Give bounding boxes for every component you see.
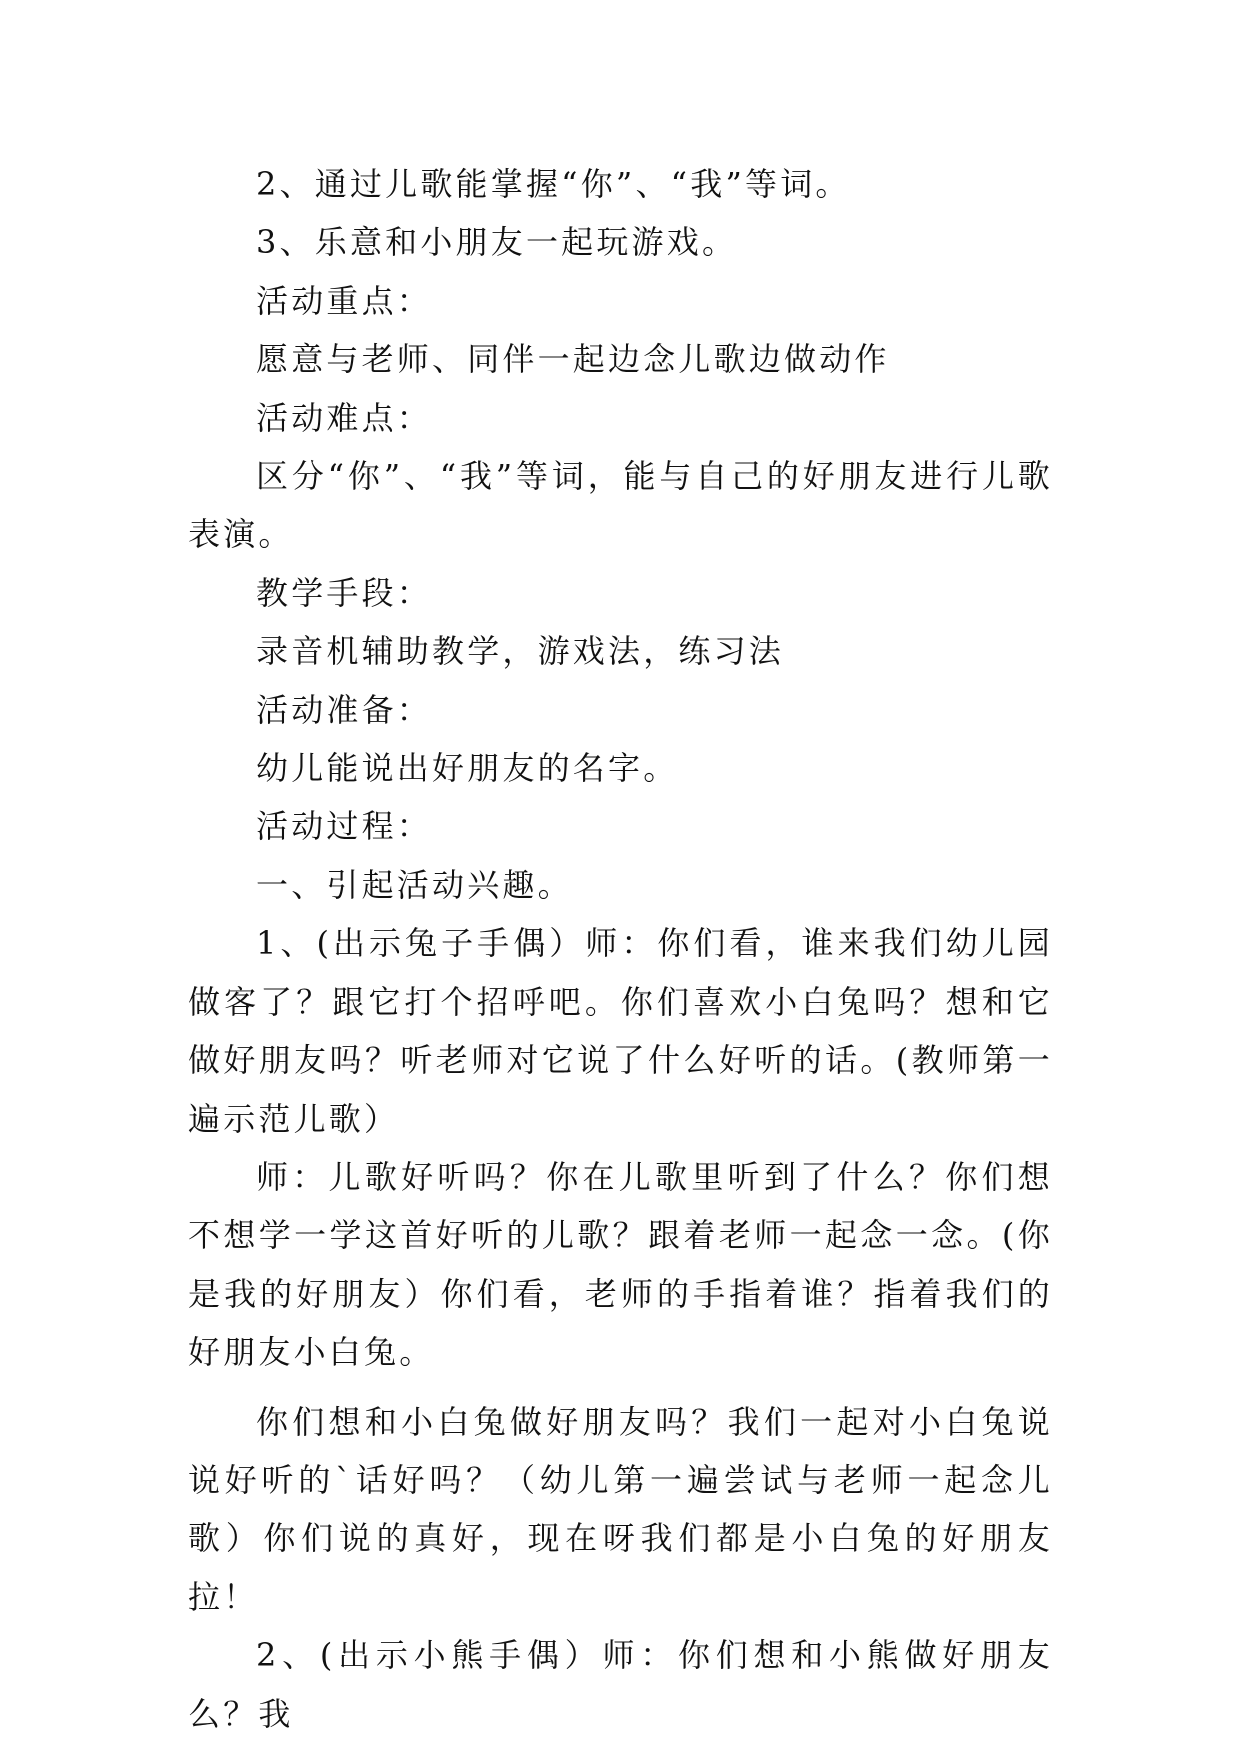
heading-difficulties: 活动难点： bbox=[256, 398, 433, 437]
heading-teaching-methods: 教学手段： bbox=[256, 573, 433, 612]
objective-3: 3、乐意和小朋友一起玩游戏。 bbox=[256, 223, 738, 262]
process-paragraph: 1、(出示兔子手偶）师：你们看，谁来我们幼儿园做客了？跟它打个招呼吧。你们喜欢小白兔吗？想和它做好朋友吗？听老师对它说了什么好听的话。(教师第一遍示范儿歌） bbox=[188, 924, 1053, 1138]
heading-preparation: 活动准备： bbox=[256, 690, 433, 729]
process-paragraph: 2、(出示小熊手偶）师：你们想和小熊做好朋友么？我 bbox=[188, 1636, 1053, 1733]
objective-2: 2、通过儿歌能掌握“你”、“我”等词。 bbox=[256, 165, 851, 203]
heading-process: 活动过程： bbox=[256, 807, 433, 846]
process-paragraph: 师：儿歌好听吗？你在儿歌里听到了什么？你们想不想学一学这首好听的儿歌？跟着老师一起念一念。(你是我的好朋友）你们看，老师的手指着谁？指着我们的好朋友小白兔。 bbox=[188, 1157, 1053, 1372]
difficulties-text: 区分“你”、“我”等词，能与自己的好朋友进行儿歌表演。 bbox=[188, 457, 1053, 554]
key-points-text: 愿意与老师、同伴一起边念儿歌边做动作 bbox=[256, 340, 890, 379]
preparation-text: 幼儿能说出好朋友的名字。 bbox=[256, 749, 679, 788]
process-paragraph: 你们想和小白兔做好朋友吗？我们一起对小白兔说说好听的`话好吗？（幼儿第一遍尝试与老师一起念儿歌）你们说的真好，现在呀我们都是小白兔的好朋友拉！ bbox=[188, 1402, 1053, 1616]
teaching-methods-text: 录音机辅助教学，游戏法，练习法 bbox=[256, 632, 785, 671]
heading-key-points: 活动重点： bbox=[256, 281, 433, 320]
process-step-1: 一、引起活动兴趣。 bbox=[256, 865, 573, 904]
document-body bbox=[188, 155, 1053, 1743]
